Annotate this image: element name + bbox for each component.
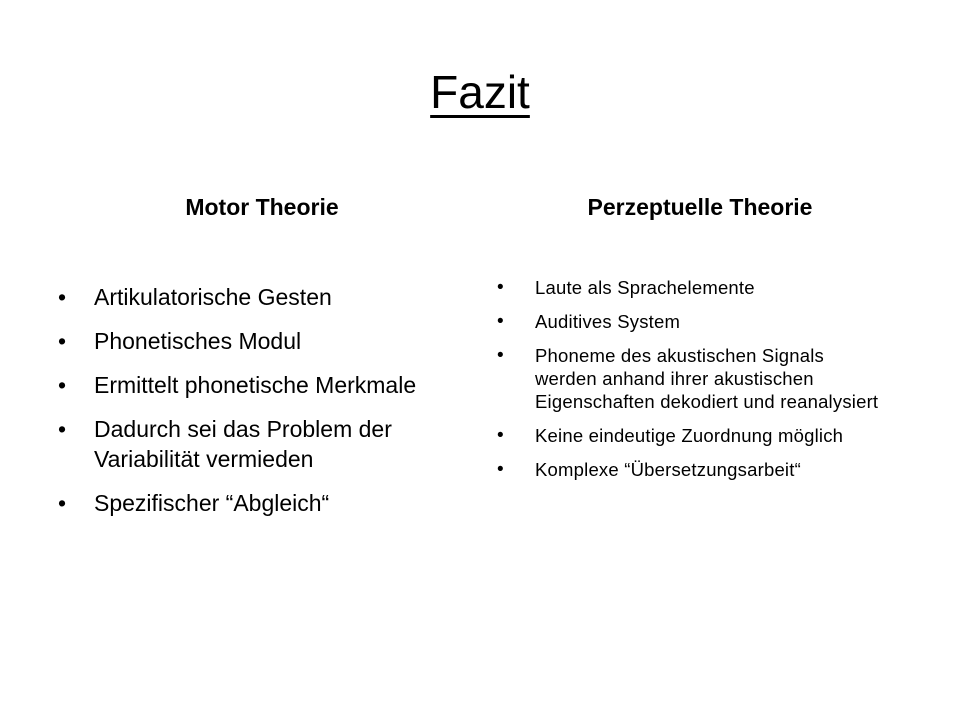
- list-item: • Spezifischer “Abgleich“: [58, 488, 458, 518]
- list-item: • Artikulatorische Gesten: [58, 282, 458, 312]
- list-item: • Phoneme des akustischen Signals werden anhand ihrer akustischen Eigenschaften dekodiert und reanalysiert: [497, 344, 882, 413]
- list-item: • Auditives System: [497, 310, 882, 333]
- perceptual-theory-heading: Perzeptuelle Theorie: [587, 194, 813, 220]
- list-item: • Laute als Sprachelemente: [497, 276, 882, 299]
- list-item: • Phonetisches Modul: [58, 326, 458, 356]
- list-item: • Keine eindeutige Zuordnung möglich: [497, 424, 882, 447]
- motor-theory-list: [58, 282, 458, 532]
- motor-theory-heading: Motor Theorie: [185, 194, 339, 220]
- perceptual-theory-list: [497, 276, 882, 492]
- list-item: • Dadurch sei das Problem der Variabilität vermieden: [58, 414, 458, 474]
- slide-title: Fazit: [430, 66, 530, 118]
- list-item: • Komplexe “Übersetzungsarbeit“: [497, 458, 882, 481]
- list-item: • Ermittelt phonetische Merkmale: [58, 370, 458, 400]
